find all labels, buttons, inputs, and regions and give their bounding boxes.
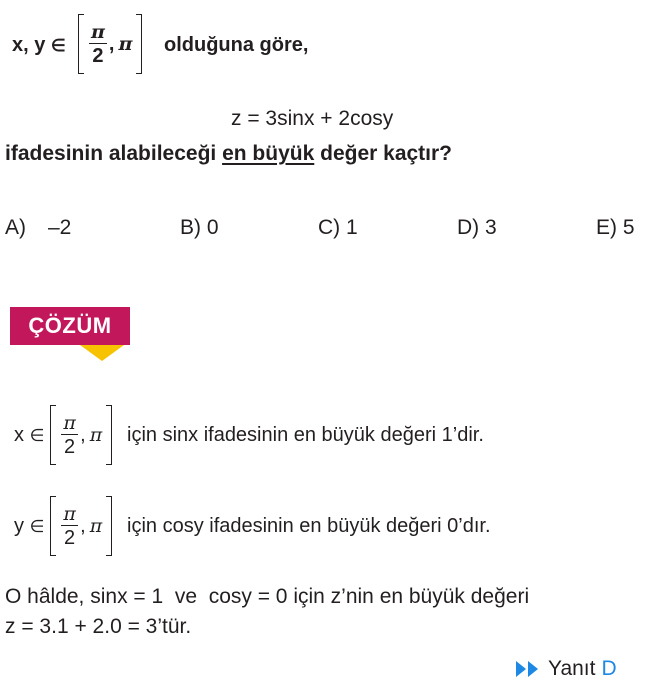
solution-conclusion-line2: z = 3.1 + 2.0 = 3’tür. xyxy=(5,615,192,638)
interval-end: π xyxy=(118,33,133,55)
fraction-denominator: 2 xyxy=(61,434,78,459)
interval-separator: , xyxy=(80,423,86,446)
prompt-emphasis: en büyük xyxy=(222,142,315,165)
element-of-symbol: ∈ xyxy=(50,36,66,55)
answer-letter: D xyxy=(601,657,617,680)
solution-conclusion-line1: O hâlde, sinx = 1 ve cosy = 0 için z’nin en büyük değeri xyxy=(5,585,530,608)
answer xyxy=(516,657,617,681)
fraction-numerator: π xyxy=(63,502,76,525)
solution-line2-text: için cosy ifadesinin en büyük değeri 0’dır. xyxy=(127,515,491,537)
interval-fraction xyxy=(61,503,78,550)
solution-badge-tail xyxy=(80,345,124,361)
interval-end: π xyxy=(89,424,103,446)
solution-line2-interval xyxy=(50,496,112,556)
solution-line2-var: y ∈ xyxy=(14,515,45,537)
left-bracket xyxy=(50,496,56,556)
question-interval xyxy=(78,14,142,74)
solution-line1-var: x ∈ xyxy=(14,424,45,446)
fraction-numerator: π xyxy=(91,20,105,43)
solution-badge: ÇÖZÜM xyxy=(10,307,130,345)
double-arrow-icon xyxy=(516,661,540,677)
option-b[interactable]: B) 0 xyxy=(180,216,219,239)
question-prompt: ifadesinin alabileceği en büyük değer kaçtır? xyxy=(5,142,453,165)
interval-fraction xyxy=(61,412,78,459)
interval-fraction xyxy=(89,21,107,68)
fraction-denominator: 2 xyxy=(89,43,106,68)
left-bracket xyxy=(50,405,56,465)
right-bracket xyxy=(136,14,142,74)
interval-end: π xyxy=(89,515,103,537)
option-d[interactable]: D) 3 xyxy=(457,216,497,239)
left-bracket xyxy=(78,14,84,74)
option-e[interactable]: E) 5 xyxy=(596,216,635,239)
right-bracket xyxy=(106,496,112,556)
question-var-prefix: x, y ∈ xyxy=(12,34,66,56)
question-condition: olduğuna göre, xyxy=(164,34,309,56)
interval-separator: , xyxy=(80,514,86,537)
solution-line1-text: için sinx ifadesinin en büyük değeri 1’dir. xyxy=(127,424,484,446)
question-formula: z = 3sinx + 2cosy xyxy=(231,107,394,130)
option-a[interactable]: A) –2 xyxy=(5,216,72,239)
fraction-denominator: 2 xyxy=(61,525,78,550)
solution-line1-interval xyxy=(50,405,112,465)
answer-label: Yanıt xyxy=(548,657,596,680)
fraction-numerator: π xyxy=(63,411,76,434)
interval-separator: , xyxy=(108,32,115,55)
option-c[interactable]: C) 1 xyxy=(318,216,358,239)
right-bracket xyxy=(106,405,112,465)
